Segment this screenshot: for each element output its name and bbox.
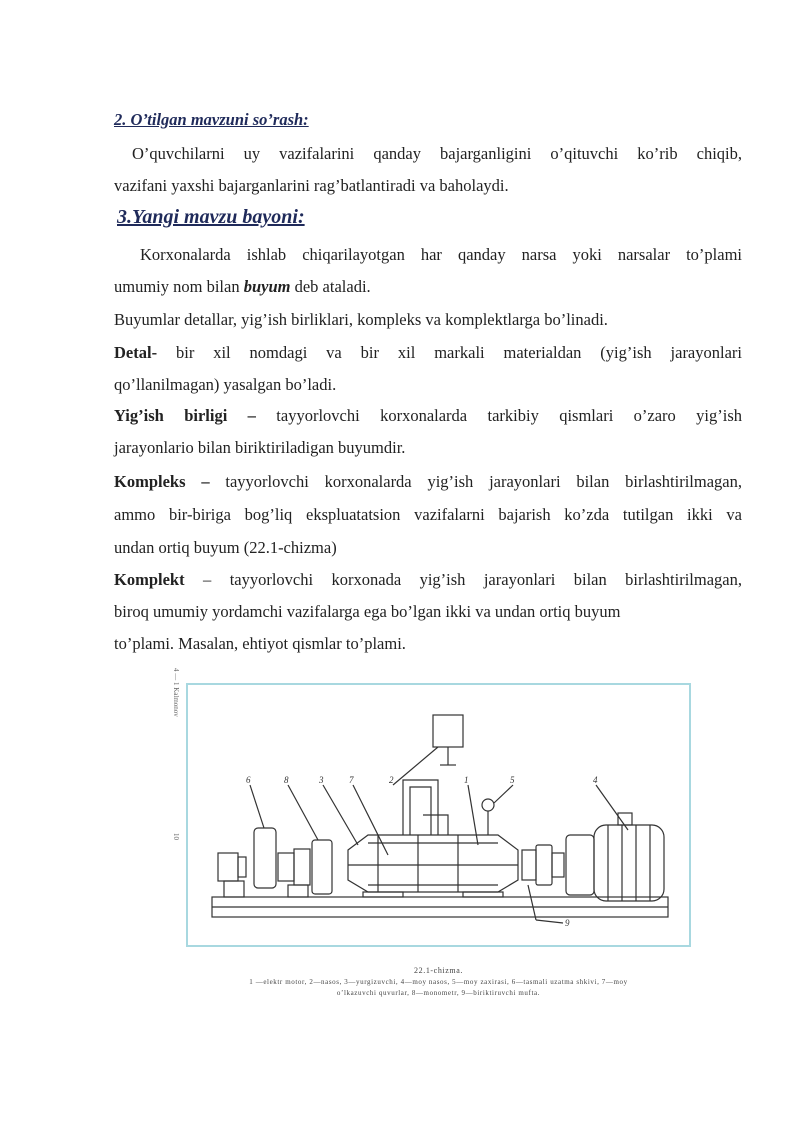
side-note-author: 4 — 1 Kalmonov [172, 668, 180, 717]
callout-5: 5 [510, 775, 515, 785]
term-kompleks: Kompleks – [114, 472, 210, 491]
callout-labels [246, 775, 598, 928]
paragraph-classification: Buyumlar detallar, yig’ish birliklari, kompleks va komplektlarga bo’linadi. [114, 310, 608, 329]
section-2-line-2: vazifani yaxshi bajarganlarini rag’batlantiradi va baholaydi. [114, 176, 509, 195]
pump-unit-svg [188, 685, 689, 945]
paragraph-komplekt-line-1 [114, 570, 742, 590]
oil-reservoir [433, 715, 463, 747]
text-span: tayyorlovchi korxonalarda tarkibiy qismlari o’zaro yig’ish [255, 406, 743, 425]
term-yigish-birligi: Yig’ish birligi – [114, 406, 256, 425]
paragraph-buyum-line-1: Korxonalarda ishlab chiqarilayotgan har qanday narsa yoki narsalar to’plami [140, 245, 742, 264]
oil-pipe [403, 780, 438, 835]
section-2-line-1: O’quvchilarni uy vazifalarini qanday bajarganligini o’qituvchi ko’rib chiqib, [132, 144, 742, 163]
figure-caption-title: 22.1-chizma. [414, 966, 463, 975]
callout-7: 7 [349, 775, 354, 785]
paragraph-detal-line-2: qo’llanilmagan) yasalgan bo’ladi. [114, 375, 337, 394]
text-span: deb ataladi. [290, 277, 371, 296]
paragraph-yigish-line-2: jarayonlario bilan biriktiriladigan buyumdir. [114, 438, 406, 457]
paragraph-komplekt-line-3: to’plami. Masalan, ehtiyot qismlar to’plami. [114, 634, 406, 653]
paragraph-kompleks-line-3: undan ortiq buyum (22.1-chizma) [114, 538, 337, 557]
callout-6: 6 [246, 775, 251, 785]
callout-1: 1 [464, 775, 469, 785]
text-span: – tayyorlovchi korxonada yig’ish jarayonlari bilan birlashtirilmagan, [184, 570, 742, 589]
figure-caption-line-1: 1 —elektr motor, 2—nasos, 3—yurgizuvchi, 4—moy nasos, 5—moy zaxirasi, 6—tasmali uzatma shkivi, 7—moy [249, 978, 628, 986]
drawing-lines [212, 715, 668, 923]
callout-4: 4 [593, 775, 598, 785]
paragraph-yigish-line-1 [114, 406, 742, 426]
figure-caption-line-2: o’lkazuvchi quvurlar, 8—monometr, 9—biriktiruvchi mufta. [336, 989, 541, 997]
term-buyum: buyum [243, 277, 291, 296]
term-detal: Detal- [114, 343, 158, 362]
text-span: tayyorlovchi korxonalarda yig’ish jarayonlari bilan birlashtirilmagan, [209, 472, 742, 491]
text-span: umumiy nom bilan [114, 277, 244, 296]
term-komplekt: Komplekt [114, 570, 185, 589]
paragraph-detal-line-1 [114, 343, 742, 363]
manometer [482, 799, 494, 811]
side-note-number: 10 [172, 833, 180, 840]
coupling-left [218, 853, 238, 881]
paragraph-kompleks-line-2: ammo bir-biriga bog’liq ekspluatatsion vazifalarni bajarish ko’zda tutilgan ikki va [114, 505, 742, 524]
coupling-right [522, 850, 536, 880]
callout-8: 8 [284, 775, 289, 785]
callout-2: 2 [389, 775, 394, 785]
text-span: bir xil nomdagi va bir xil markali materialdan (yig’ish jarayonlari [157, 343, 742, 362]
section-3-title: 3.Yangi mavzu bayoni: [117, 206, 305, 228]
callout-3: 3 [319, 775, 324, 785]
paragraph-kompleks-line-1 [114, 472, 742, 492]
callout-9: 9 [565, 918, 570, 928]
section-2-title: 2. O’tilgan mavzuni so’rash: [114, 110, 309, 129]
paragraph-komplekt-line-2: biroq umumiy yordamchi vazifalarga ega bo’lgan ikki va undan ortiq buyum [114, 602, 621, 621]
electric-motor [594, 825, 664, 901]
pump-unit-drawing [186, 683, 691, 947]
belt-pulley [254, 828, 276, 888]
paragraph-buyum-line-2 [114, 277, 742, 297]
coupling [312, 840, 332, 894]
